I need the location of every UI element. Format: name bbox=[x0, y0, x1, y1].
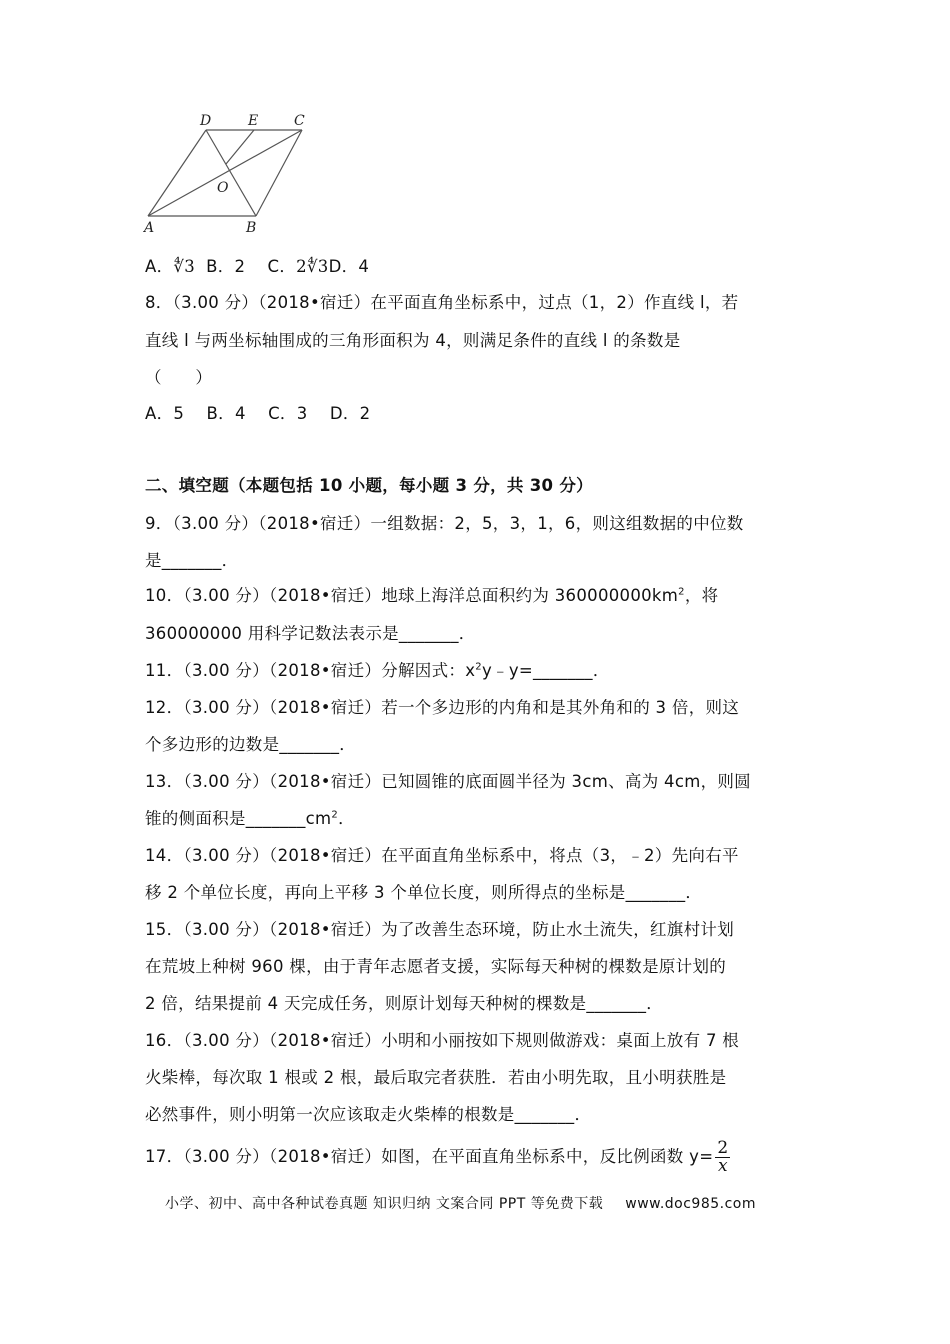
q7-option-d: D．4 bbox=[328, 257, 370, 276]
q13-line-2 bbox=[145, 805, 355, 829]
q12-line-1: 12．（3.00 分）（2018•宿迁）若一个多边形的内角和是其外角和的 3 倍，则这 bbox=[145, 698, 740, 717]
label-c: C bbox=[294, 113, 305, 129]
q13-text: 锥的侧面积是_______cm bbox=[145, 809, 332, 828]
q17-text: 17．（3.00 分）（2018•宿迁）如图，在平面直角坐标系中，反比例函数 y= bbox=[145, 1147, 714, 1166]
q17-line-1 bbox=[145, 1140, 730, 1175]
label-b: B bbox=[246, 220, 257, 236]
q11-superscript: 2 bbox=[475, 661, 482, 673]
q10-line-1 bbox=[145, 582, 718, 606]
q14-line-1: 14．（3.00 分）（2018•宿迁）在平面直角坐标系中，将点（3，﹣2）先向右平 bbox=[145, 846, 739, 865]
q7-option-c-value: 2∜3 bbox=[296, 257, 329, 276]
q14-line-2: 移 2 个单位长度，再向上平移 3 个单位长度，则所得点的坐标是_______． bbox=[145, 883, 703, 902]
label-o: O bbox=[217, 180, 229, 196]
q7-options bbox=[145, 253, 369, 277]
q7-option-c-label: C． bbox=[267, 257, 297, 276]
fraction-denominator: x bbox=[717, 1156, 728, 1176]
q8-line-2: 直线 l 与两坐标轴围成的三角形面积为 4，则满足条件的直线 l 的条数是 bbox=[145, 331, 681, 350]
q8-line-1: 8．（3.00 分）（2018•宿迁）在平面直角坐标系中，过点（1，2）作直线 l，若 bbox=[145, 293, 739, 312]
q11-text-end: y﹣y=_______． bbox=[481, 661, 610, 680]
parallelogram-figure bbox=[138, 106, 338, 242]
label-a: A bbox=[144, 220, 155, 236]
q11-text: 11．（3.00 分）（2018•宿迁）分解因式：x bbox=[145, 661, 476, 680]
q7-option-a-value: ∜3 bbox=[173, 257, 196, 276]
q10-line-2: 360000000 用科学记数法表示是_______． bbox=[145, 624, 476, 643]
q12-line-2: 个多边形的边数是_______． bbox=[145, 735, 357, 754]
q15-line-2: 在荒坡上种树 960 棵，由于青年志愿者支援，实际每天种树的棵数是原计划的 bbox=[145, 957, 727, 976]
footer-url: www.doc985.com bbox=[625, 1196, 756, 1212]
q15-line-3: 2 倍，结果提前 4 天完成任务，则原计划每天种树的棵数是_______． bbox=[145, 994, 664, 1013]
page-footer bbox=[165, 1193, 756, 1213]
label-e: E bbox=[248, 113, 259, 129]
q8-line-3: （ ） bbox=[145, 368, 213, 387]
section-heading: 二、填空题（本题包括 10 小题，每小题 3 分，共 30 分） bbox=[145, 476, 593, 495]
q9-line-1: 9．（3.00 分）（2018•宿迁）一组数据：2，5，3，1，6，则这组数据的中位数 bbox=[145, 514, 744, 533]
q8-options: A．5 B．4 C．3 D．2 bbox=[145, 404, 371, 423]
edge-da bbox=[148, 130, 206, 216]
q11-line-1 bbox=[145, 657, 610, 681]
q13-text-end: ． bbox=[338, 809, 355, 828]
q10-superscript: 2 bbox=[678, 586, 685, 598]
label-d: D bbox=[200, 113, 212, 129]
q7-option-b: B．2 bbox=[206, 257, 246, 276]
q10-text: 10．（3.00 分）（2018•宿迁）地球上海洋总面积约为 360000000km bbox=[145, 586, 679, 605]
q13-line-1: 13．（3.00 分）（2018•宿迁）已知圆锥的底面圆半径为 3cm、高为 4cm，则圆 bbox=[145, 772, 751, 791]
footer-text: 小学、初中、高中各种试卷真题 知识归纳 文案合同 PPT 等免费下载 bbox=[165, 1196, 604, 1212]
q9-line-2: 是_______． bbox=[145, 551, 239, 570]
q16-line-1: 16．（3.00 分）（2018•宿迁）小明和小丽按如下规则做游戏：桌面上放有 7 根 bbox=[145, 1031, 740, 1050]
q16-line-2: 火柴棒，每次取 1 根或 2 根，最后取完者获胜．若由小明先取，且小明获胜是 bbox=[145, 1068, 727, 1087]
q15-line-1: 15．（3.00 分）（2018•宿迁）为了改善生态环境，防止水土流失，红旗村计划 bbox=[145, 920, 735, 939]
q13-superscript: 2 bbox=[331, 809, 339, 821]
q16-line-3: 必然事件，则小明第一次应该取走火柴棒的根数是_______． bbox=[145, 1105, 592, 1124]
q10-text-end: ，将 bbox=[684, 586, 719, 605]
diagonal-db bbox=[206, 130, 256, 216]
q7-option-a-label: A． bbox=[145, 257, 174, 276]
fraction-numerator: 2 bbox=[717, 1138, 729, 1158]
fraction-2-over-x bbox=[715, 1140, 730, 1175]
